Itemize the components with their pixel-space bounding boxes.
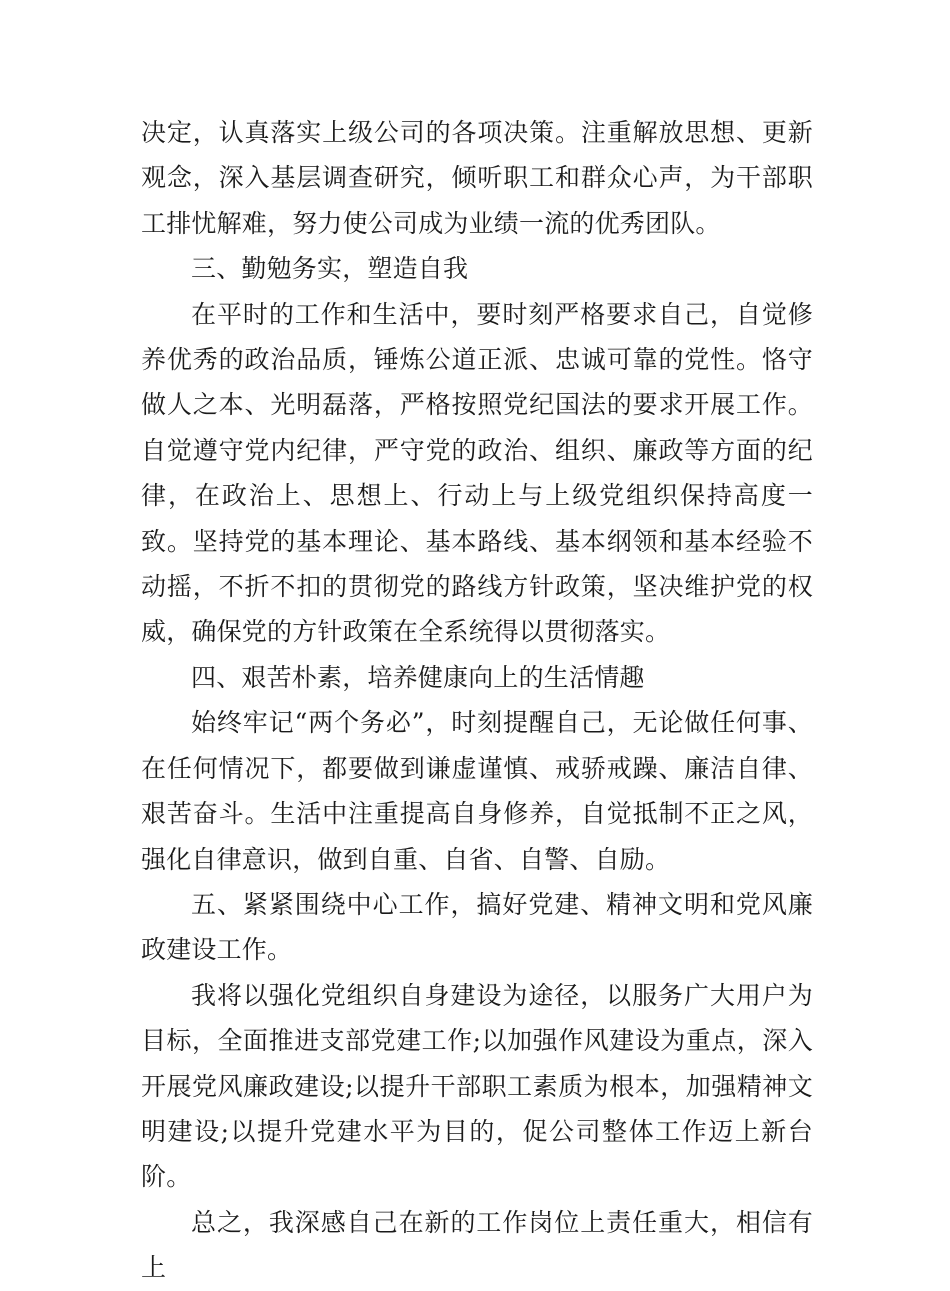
document-page bbox=[141, 110, 813, 1291]
section-heading-5: 五、紧紧围绕中心工作，搞好党建、精神文明和党风廉政建设工作。 bbox=[141, 889, 813, 965]
paragraph-section-4: 始终牢记“两个务必”，时刻提醒自己，无论做任何事、在任何情况下，都要做到谦虚谨慎、戒骄戒躁、廉洁自律、艰苦奋斗。生活中注重提高自身修养，自觉抵制不正之风，强化自律意识，做到自重、自省、自警、自励。 bbox=[141, 708, 813, 874]
section-heading-3: 三、勤勉务实，塑造自我 bbox=[191, 254, 469, 284]
paragraph-section-5: 我将以强化党组织自身建设为途径，以服务广大用户为目标，全面推进支部党建工作;以加强作风建设为重点，深入开展党风廉政建设;以提升干部职工素质为根本，加强精神文明建设;以提升党建水平为目的，促公司整体工作迈上新台阶。 bbox=[141, 980, 813, 1192]
paragraph-section-3: 在平时的工作和生活中，要时刻严格要求自己，自觉修养优秀的政治品质，锤炼公道正派、忠诚可靠的党性。恪守做人之本、光明磊落，严格按照党纪国法的要求开展工作。自觉遵守党内纪律，严守党的政治、组织、廉政等方面的纪律，在政治上、思想上、行动上与上级党组织保持高度一致。坚持党的基本理论、基本路线、基本纲领和基本经验不动摇，不折不扣的贯彻党的路线方针政策，坚决维护党的权威，确保党的方针政策在全系统得以贯彻落实。 bbox=[141, 299, 813, 647]
section-heading-4: 四、艰苦朴素，培养健康向上的生活情趣 bbox=[191, 662, 645, 692]
paragraph-conclusion: 总之，我深感自己在新的工作岗位上责任重大，相信有上 bbox=[141, 1207, 813, 1283]
paragraph-continuation: 决定，认真落实上级公司的各项决策。注重解放思想、更新观念，深入基层调查研究，倾听职工和群众心声，为干部职工排忧解难，努力使公司成为业绩一流的优秀团队。 bbox=[141, 118, 813, 238]
